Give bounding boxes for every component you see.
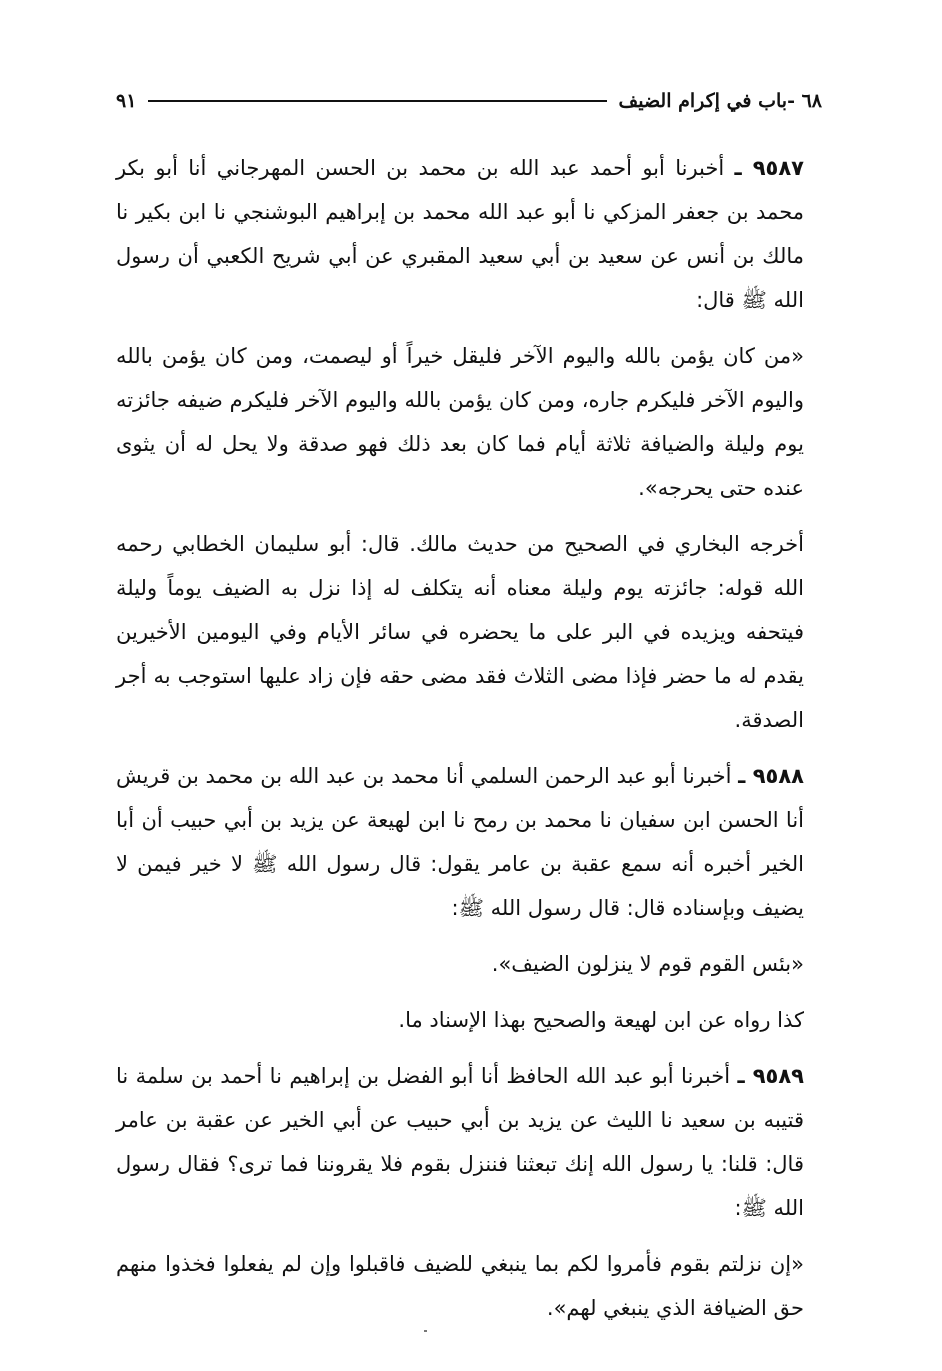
paragraph-text: كذا رواه عن ابن لهيعة والصحيح بهذا الإسناد ما. (398, 1008, 804, 1032)
hadith-9589-isnad (116, 1054, 822, 1230)
khattabi-commentary (116, 522, 822, 742)
paragraph-text: أخرجه البخاري في الصحيح من حديث مالك. قال: أبو سليمان الخطابي رحمه الله قوله: جائزته يوم وليلة معناه أنه يتكلف له إذا نزل به الضيف يوماً وليلة فيتحفه ويزيده في البر على ما يحضره في سائر الأيام وفي اليومين الأخيرين يقدم له ما حضر فإذا مضى الثلاث فقد مضى حقه فإن زاد عليها استوجب به أجر الصدقة. (116, 532, 804, 732)
hadith-number: ٩٥٨٧ ـ (734, 156, 804, 180)
paragraph-text: أخبرنا أبو عبد الرحمن السلمي أنا محمد بن عبد الله بن محمد بن قريش أنا الحسن ابن سفيان نا محمد بن رمح نا ابن لهيعة عن يزيد بن أبي حبيب أن أبا الخير أخبره أنه سمع عقبة بن عامر يقول: قال رسول الله ﷺ لا خير فيمن لا يضيف وبإسناده قال: قال رسول الله ﷺ: (116, 764, 804, 920)
chapter-title: ٦٨ -باب في إكرام الضيف (618, 90, 822, 112)
print-speck (424, 1330, 427, 1332)
book-page (116, 84, 822, 1342)
hadith-9587-isnad (116, 146, 822, 322)
paragraph-text: «بئس القوم قوم لا ينزلون الضيف». (491, 952, 804, 976)
running-header (116, 84, 822, 118)
paragraph-text: أخبرنا أبو عبد الله الحافظ أنا أبو الفضل بن إبراهيم نا أحمد بن سلمة نا قتيبه بن سعيد نا الليث عن يزيد بن أبي حبيب عن أبي الخير عن عقبة بن عامر قال: قلنا: يا رسول الله إنك تبعثنا فننزل بقوم فلا يقروننا فما ترى؟ فقال رسول الله ﷺ: (116, 1064, 804, 1220)
paragraph-text: أخبرنا أبو أحمد عبد الله بن محمد بن الحسن المهرجاني أنا أبو بكر محمد بن جعفر المزكي نا أبو عبد الله محمد بن إبراهيم البوشنجي نا ابن بكير نا مالك بن أنس عن سعيد بن أبي سعيد المقبري عن أبي شريح الكعبي أن رسول الله ﷺ قال: (116, 156, 804, 312)
hadith-9587-matn (116, 334, 822, 510)
page-number: ٩١ (116, 90, 137, 112)
hadith-9588-note (116, 998, 822, 1042)
paragraph-text: «من كان يؤمن بالله واليوم الآخر فليقل خيراً أو ليصمت، ومن كان يؤمن بالله واليوم الآخر فليكرم جاره، ومن كان يؤمن بالله واليوم الآخر فليكرم ضيفه جائزته يوم وليلة والضيافة ثلاثة أيام فما كان بعد ذلك فهو صدقة ولا يحل له أن يثوى عنده حتى يحرجه». (116, 344, 804, 500)
hadith-9589-matn (116, 1242, 822, 1330)
hadith-9588-matn (116, 942, 822, 986)
page-body (116, 146, 822, 1330)
hadith-number: ٩٥٨٨ ـ (738, 764, 804, 788)
paragraph-text: «إن نزلتم بقوم فأمروا لكم بما ينبغي للضيف فاقبلوا وإن لم يفعلوا فخذوا منهم حق الضيافة الذي ينبغي لهم». (116, 1252, 804, 1320)
header-rule (148, 100, 606, 102)
hadith-9588-isnad (116, 754, 822, 930)
hadith-number: ٩٥٨٩ ـ (737, 1064, 804, 1088)
